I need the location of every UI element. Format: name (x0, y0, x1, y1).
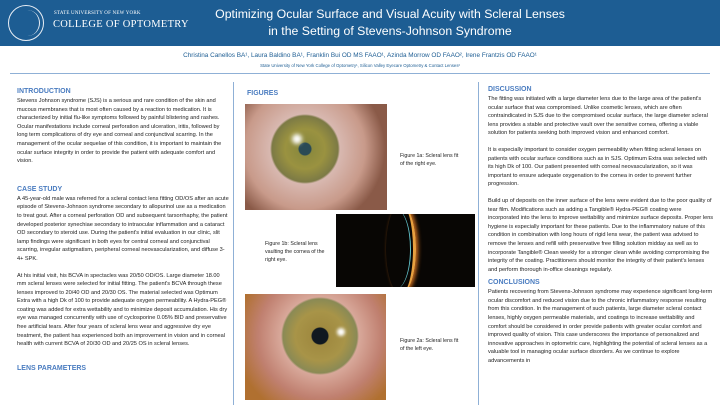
title-line1: Optimizing Ocular Surface and Visual Acuity with Scleral Lenses (215, 7, 565, 21)
right-column (488, 85, 714, 374)
figures-heading-wrap (247, 89, 278, 99)
figure-1b-caption: Figure 1b: Scleral lens vaulting the cornea of the right eye. (265, 241, 325, 263)
case-study-heading: CASE STUDY (17, 185, 63, 193)
discussion-heading: DISCUSSION (488, 86, 532, 93)
discussion-p1: The fitting was initiated with a large diameter lens due to the large area of the patient's ocular surface that was compromised. Unlike cosmetic lenses, which are often contraindicated in SJS due to the compromised ocular surface, the large diameter scleral lens provides a stable and protective vault over the sensitive cornea, offering a viable solution for patients seeking both improved vision and enhanced comfort. (488, 96, 708, 137)
figure-2a-caption: Figure 2a: Scleral lens fit of the left eye. (400, 338, 459, 352)
figures-heading: FIGURES (247, 90, 279, 97)
poster-header (0, 0, 720, 46)
title-line2: in the Setting of Stevens-Johnson Syndrome (268, 24, 512, 38)
authors: Christina Canellos BA¹, Laura Baldino BA¹, Franklin Bui OD MS FAAO¹, Azinda Morrow OD FAAO², Irene Frantzis OD FAAO¹ (183, 52, 537, 59)
conclusions-heading: CONCLUSIONS (488, 279, 540, 287)
introduction-text: Stevens Johnson syndrome (SJS) is a serious and rare condition of the skin and mucous membranes that is most often caused by a reaction to medication. It is characterized by initial flu-like symptoms followed by painful blistering and rashes. Ocular manifestations include corneal perforation and ulceration, iritis, followed by long term complications of dry eye and corneal and conjunctival scarring. In the management of the ocular sequelae of this condition, it is important to maintain the ocular surface integrity in order to provide the patient with adequate comfort and vision. (17, 98, 222, 165)
lens-parameters-heading: LENS PARAMETERS (17, 364, 87, 372)
discussion-p2: It is especially important to consider oxygen permeability when fitting scleral lenses on patients with ocular surface conditions such as in SJS. Optimum Extra was selected with its high Dk of 100. Our patient presented with corneal neovascularization, so it was important to ensure adequate oxygenation to the cornea in order to prevent further progression. (488, 146, 707, 188)
figure-2a-image (245, 294, 386, 400)
case-study-p1: A 45-year-old male was referred for a scleral contact lens fitting OD/OS after an acute episode of Stevens-Johnson syndrome secondary to allopurinol use as a medication to treat gout. After a corneal perforation OD and subsequent tarsorrhaphy, the patient developed posterior synechiae secondary to intraocular inflammation and a cataract OD secondary to steroid use. During the patient's initial evaluation in our clinic, slit lamp findings were significant in both eyes for central corneal and conjunctival scarring, irregular astigmatism, peripheral corneal neovascularization, and diffuse 3-4+ SPK. (17, 195, 229, 262)
introduction-heading: INTRODUCTION (17, 88, 71, 95)
figure-1b-image (336, 214, 475, 287)
figure-1a-image (245, 104, 387, 210)
column-divider (233, 82, 234, 405)
column-divider (478, 82, 479, 405)
discussion-p3: Build up of deposits on the inner surface of the lens were evident due to the poor quality of tear film. Modifications such as adding a Tangible® Hydra-PEG® coating were incorporated into the lens to improve wettability and minimize surface deposits. Proper lens hygiene is especially important for these patients. Due to the inflammatory nature of this condition in combination with long hours of rigid lens wear, the patient was advised to remove the lenses and refill with preservative free filling solution midday as well as to incorporate Tangible® Clean weekly for a stronger clean while avoiding compromising the integrity of the coating. Practitioners should monitor the integrity of their patient's lenses and perform thorough in-office cleanings regularly. (488, 197, 714, 273)
logo-line2: COLLEGE OF OPTOMETRY (53, 19, 189, 30)
logo-line1: STATE UNIVERSITY OF NEW YORK (54, 11, 141, 16)
conclusions-text: Patients recovering from Stevens-Johnson syndrome may experience significant long-term ocular discomfort and reduced vision due to the chronic inflammatory response resulting from this condition. In the management of such patients, large diameter scleral contact lenses, highly oxygen permeable materials, and coatings to increase wettability and comfort should be considered in order provide patients with greater ocular comfort and improved quality of vision. This case underscores the importance of personalized and innovative approaches in optometric care, highlighting the potential of scleral lenses as a valuable tool in managing ocular surface disorders. As we continue to explore advancements in (488, 289, 713, 365)
poster-title (190, 6, 590, 40)
figure-1a-caption: Figure 1a: Scleral lens fit of the right eye. (400, 153, 459, 167)
college-logo-icon (8, 5, 44, 41)
affiliations: State University of New York College of Optometry¹, Silicon Valley Eyecare Optometry & Contact Lenses² (260, 63, 460, 68)
left-column (17, 87, 229, 374)
divider (10, 73, 710, 74)
case-study-p2: At his initial visit, his BCVA in spectacles was 20/50 OD/OS. Large diameter 18.00 mm scleral lenses were selected for initial fitting. The patient's BCVA through these lenses improved to 20/40 OD and 20/30 OS. The material selected was Optimum Extra with a high Dk of 100 to provide adequate oxygen permeability. A Hydra-PEG® coating was added for extra wettability and to minimize deposit accumulation. His dry eye was managed concurrently with use of cyclosporine 0.05% BID and preservative free artificial tears. After four years of scleral lens wear and aggressive dry eye treatment, the patient has experienced both an improvement in vision and in corneal health with current BCVA of 20/30 OD and 20/25 OS in scleral lenses. (17, 272, 228, 348)
